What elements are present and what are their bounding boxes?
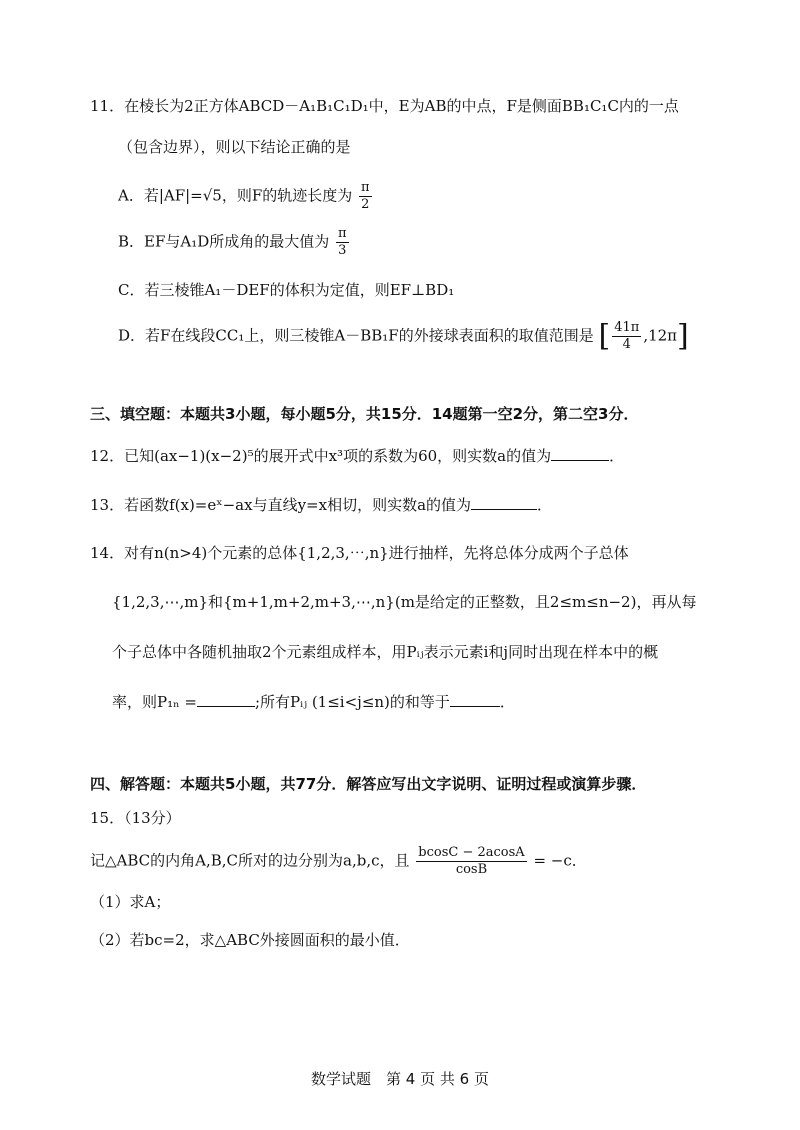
q12 bbox=[90, 446, 624, 466]
q14-line4b: ;所有Pᵢⱼ (1≤i<j≤n)的和等于 bbox=[254, 693, 450, 711]
q14-blank-1[interactable] bbox=[197, 692, 255, 707]
option-a-numerator: π bbox=[361, 180, 370, 195]
q15-stem-end: = −c． bbox=[533, 851, 587, 870]
option-d-fraction bbox=[612, 320, 641, 353]
q15-part1: （1）求A； bbox=[90, 893, 171, 911]
option-b-text: B．EF与A₁D所成角的最大值为 bbox=[118, 232, 330, 251]
option-d-text: D．若F在线段CC₁上，则三棱锥A－BB₁F的外接球表面积的取值范围是 bbox=[118, 326, 594, 345]
q13-text: 13．若函数f(x)=eˣ−ax与直线y=x相切，则实数a的值为 bbox=[90, 496, 472, 514]
option-d-denominator: 4 bbox=[622, 337, 631, 352]
option-d-tail: ,12π bbox=[643, 326, 678, 345]
right-bracket: ] bbox=[677, 318, 689, 354]
q11-option-d bbox=[118, 320, 689, 353]
q15-title: 15．（13分） bbox=[90, 809, 181, 827]
q14-line3: 个子总体中各随机抽取2个元素组成样本，用Pᵢⱼ表示元素i和j同时出现在样本中的概 bbox=[112, 643, 659, 661]
q11-option-a bbox=[118, 180, 374, 213]
option-a-text: A．若|AF|=√5，则F的轨迹长度为 bbox=[118, 186, 353, 205]
q11-option-c: C．若三棱锥A₁－DEF的体积为定值，则EF⊥BD₁ bbox=[118, 281, 455, 299]
q12-text: 12．已知(ax−1)(x−2)⁵的展开式中x³项的系数为60，则实数a的值为 bbox=[90, 447, 552, 465]
q14-blank-2[interactable] bbox=[450, 692, 500, 707]
q15-numerator: bcosC − 2acosA bbox=[418, 845, 525, 860]
left-bracket: [ bbox=[598, 318, 611, 354]
q13-answer-blank[interactable] bbox=[471, 495, 537, 510]
q11-stem-line1: 11．在棱长为2正方体ABCD－A₁B₁C₁D₁中，E为AB的中点，F是侧面BB₁C₁C内的一点 bbox=[90, 97, 679, 115]
option-b-fraction bbox=[336, 226, 349, 259]
q11-stem-line2: （包含边界），则以下结论正确的是 bbox=[118, 138, 351, 156]
q13 bbox=[90, 495, 552, 515]
option-d-numerator: 41π bbox=[614, 320, 640, 335]
section4-heading: 四、解答题：本题共5小题，共77分．解答应写出文字说明、证明过程或演算步骤． bbox=[90, 775, 647, 793]
q15-part2: （2）若bc=2，求△ABC外接圆面积的最小值． bbox=[90, 931, 410, 949]
section3-heading: 三、填空题：本题共3小题，每小题5分，共15分．14题第一空2分，第二空3分． bbox=[90, 405, 639, 423]
q12-end: ． bbox=[609, 447, 625, 465]
q11-option-b bbox=[118, 226, 351, 259]
q13-end: ． bbox=[537, 496, 553, 514]
q14-line1: 14．对有n(n>4)个元素的总体{1,2,3,⋯,n}进行抽样，先将总体分成两个子总体 bbox=[90, 544, 629, 562]
q14-line4 bbox=[112, 692, 515, 712]
q15-denominator: cosB bbox=[455, 862, 488, 877]
q15-stem bbox=[90, 845, 587, 878]
q14-line2: {1,2,3,⋯,m}和{m+1,m+2,m+3,⋯,n}(m是给定的正整数，且2≤m≤n−2)，再从每 bbox=[112, 593, 697, 611]
option-b-denominator: 3 bbox=[338, 243, 347, 258]
q15-fraction bbox=[416, 845, 526, 878]
option-a-denominator: 2 bbox=[361, 197, 370, 212]
option-b-numerator: π bbox=[338, 226, 347, 241]
q15-stem-text: 记△ABC的内角A,B,C所对的边分别为a,b,c，且 bbox=[90, 851, 410, 870]
q14-line4c: ． bbox=[499, 693, 515, 711]
page-footer: 数学试题 第 4 页 共 6 页 bbox=[311, 1070, 489, 1088]
q14-line4a: 率，则P₁ₙ = bbox=[112, 693, 197, 711]
q12-answer-blank[interactable] bbox=[551, 446, 609, 461]
option-a-fraction bbox=[359, 180, 372, 213]
